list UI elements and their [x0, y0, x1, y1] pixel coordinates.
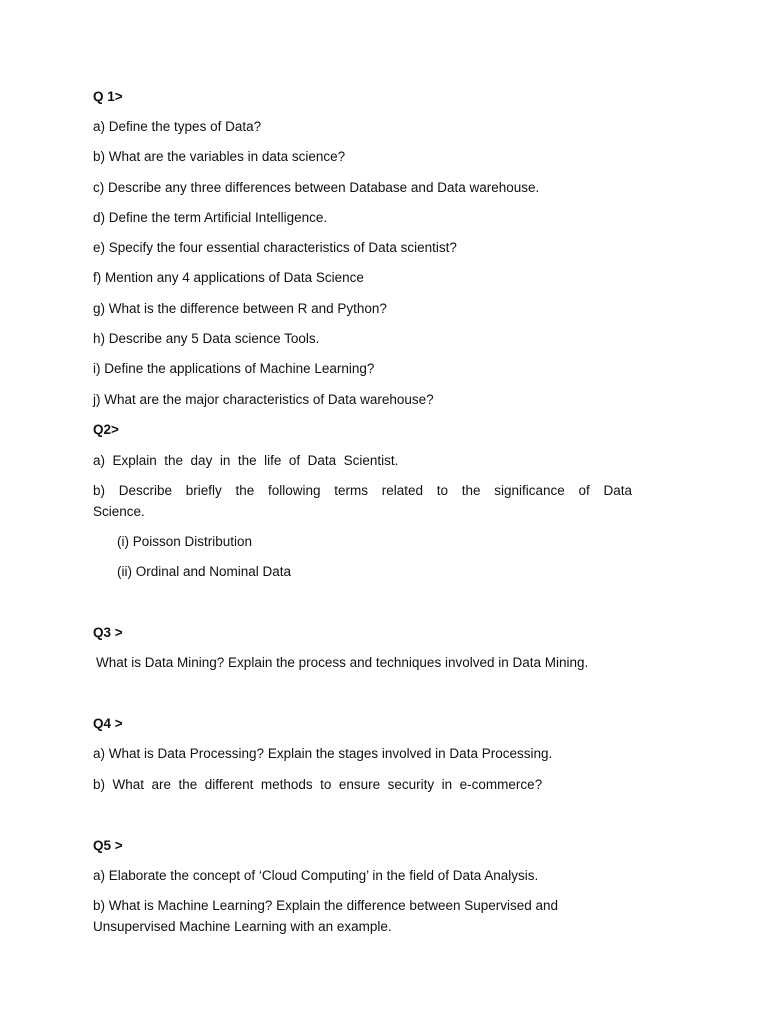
- q5-item-b-continued: Unsupervised Machine Learning with an example.: [93, 919, 392, 934]
- q1-item-i: i) Define the applications of Machine Learning?: [93, 361, 375, 376]
- q5-item-b: b) What is Machine Learning? Explain the difference between Supervised and: [93, 898, 559, 913]
- q2-item-b: b) Describe briefly the following terms related to the significance of Data: [93, 483, 632, 498]
- q1-item-g: g) What is the difference between R and Python?: [93, 301, 387, 316]
- q1-item-d: d) Define the term Artificial Intelligence.: [93, 210, 328, 225]
- q2-item-b-continued: Science.: [93, 504, 145, 519]
- q2-sub-item: (ii) Ordinal and Nominal Data: [117, 564, 292, 579]
- q1-item-h: h) Describe any 5 Data science Tools.: [93, 331, 320, 346]
- q1-heading: Q 1>: [93, 89, 123, 104]
- q2-item-a: a) Explain the day in the life of Data Scientist.: [93, 453, 399, 468]
- q5-item-a: a) Elaborate the concept of ‘Cloud Computing’ in the field of Data Analysis.: [93, 868, 539, 883]
- q4-heading: Q4 >: [93, 716, 123, 731]
- q5-heading: Q5 >: [93, 838, 123, 853]
- q2-sub-item: (i) Poisson Distribution: [117, 534, 253, 549]
- q3-heading: Q3 >: [93, 625, 123, 640]
- q1-item-j: j) What are the major characteristics of Data warehouse?: [93, 392, 434, 407]
- q1-item-f: f) Mention any 4 applications of Data Science: [93, 270, 364, 285]
- q3-text: What is Data Mining? Explain the process and techniques involved in Data Mining.: [96, 655, 589, 670]
- q4-item-a: a) What is Data Processing? Explain the stages involved in Data Processing.: [93, 746, 553, 761]
- q1-item-b: b) What are the variables in data science?: [93, 149, 346, 164]
- q2-heading: Q2>: [93, 422, 119, 437]
- q1-item-e: e) Specify the four essential characteristics of Data scientist?: [93, 240, 457, 255]
- q1-item-c: c) Describe any three differences between Database and Data warehouse.: [93, 180, 540, 195]
- q1-item-a: a) Define the types of Data?: [93, 119, 262, 134]
- q4-item-b: b) What are the different methods to ensure security in e-commerce?: [93, 777, 543, 792]
